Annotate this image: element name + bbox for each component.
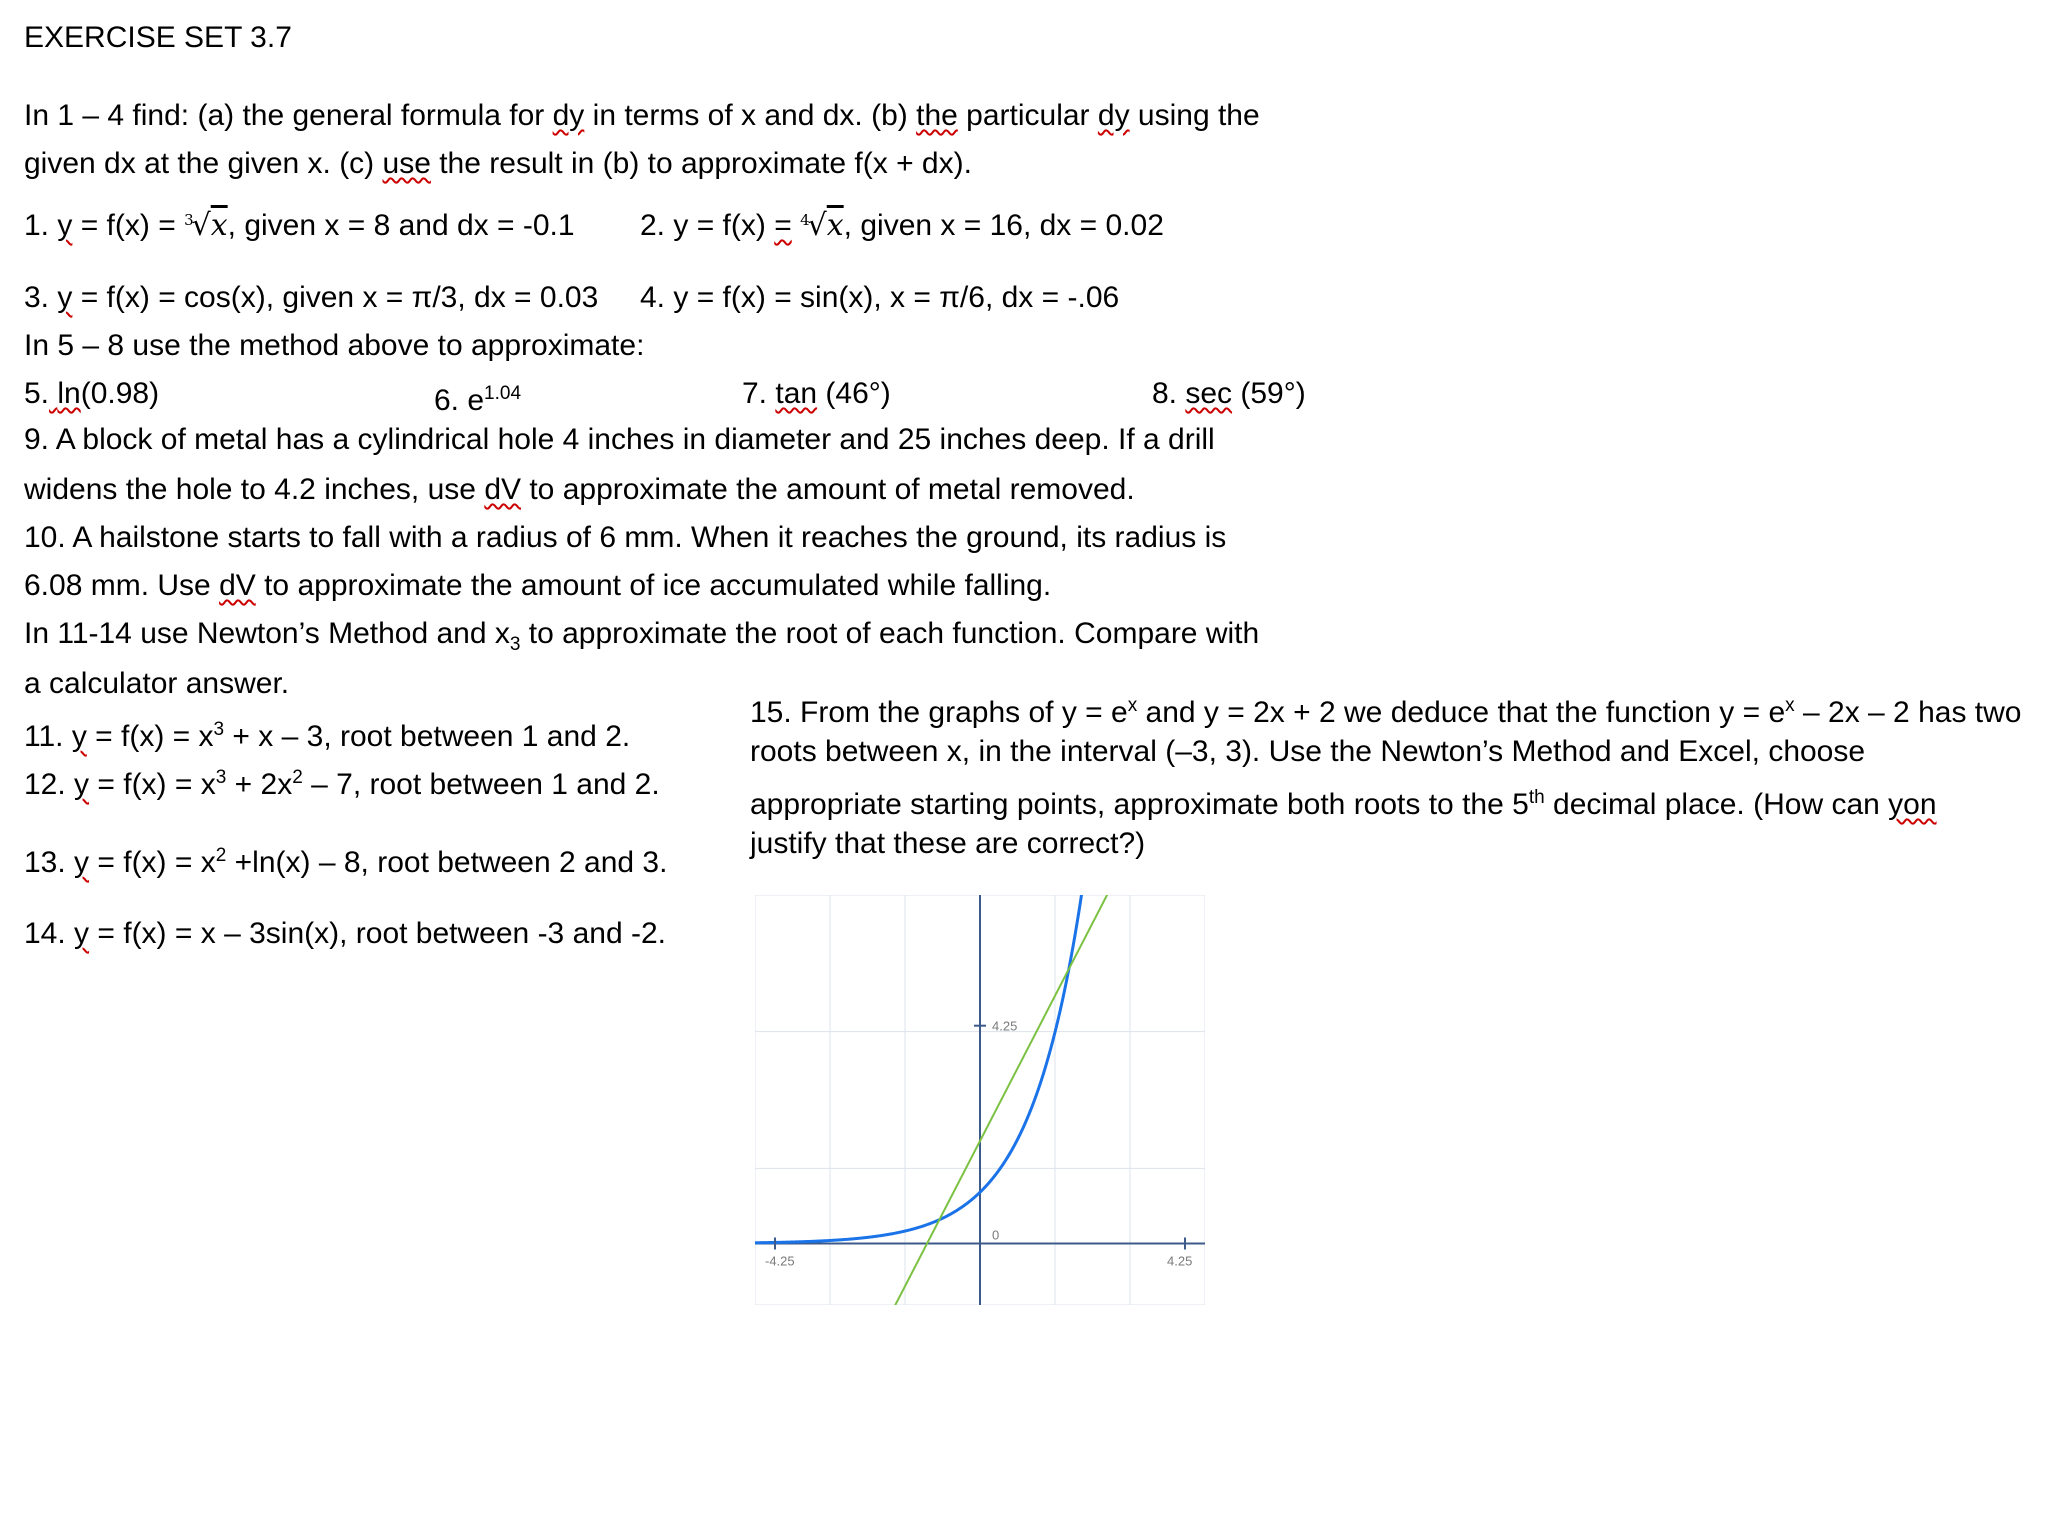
problem-12: 12. $y = f(x) = x^3 + 2x^2 - 7$, root between 1 and 2.: [24, 767, 660, 801]
problem-1: 1. y = f(x) = $^3$√x, given x = 8 and dx = -0.1: [24, 208, 575, 243]
problem-2: 2. y = f(x) = $^4$√x, given x = 16, dx = 0.02: [640, 208, 1164, 243]
problem-11: 11. $y = f(x) = x^3 + x - 3$, root between 1 and 2.: [24, 719, 631, 753]
problem-4: 4. y = f(x) = sin(x), x = π/6, dx = -.06: [640, 281, 1120, 314]
intro-line-1: In 1 – 4 find: (a) the general formula for dy in terms of x and dx. (b) the particular dy using the: [24, 99, 1260, 132]
exponential-curve: [755, 895, 1085, 1243]
intro-line-3: In 5 – 8 use the method above to approximate:: [24, 329, 645, 362]
origin-label: 0: [992, 1227, 1000, 1243]
problem-9-line-1: 9. A block of metal has a cylindrical hole 4 inches in diameter and 25 inches deep. If a drill: [24, 423, 1215, 456]
problem-10-line-1: 10. A hailstone starts to fall with a radius of 6 mm. When it reaches the ground, its radius is: [24, 521, 1227, 554]
problem-7: 7. tan (46°): [742, 377, 891, 410]
x-tick-label-neg-4-25: -4.25: [765, 1253, 795, 1269]
problem-9-line-2: widens the hole to 4.2 inches, use dV to approximate the amount of metal removed.: [24, 473, 1135, 506]
x-tick-label-4-25: 4.25: [1167, 1253, 1193, 1269]
problem-15-line-3: appropriate starting points, approximate both roots to the 5th decimal place. (How can yon: [750, 787, 1937, 821]
problem-15-line-2: roots between x, in the interval (–3, 3). Use the Newton’s Method and Excel, choose: [750, 735, 1866, 768]
intro-line-4b: a calculator answer.: [24, 667, 290, 700]
y-tick-label-4-25: 4.25: [992, 1018, 1018, 1034]
intro-line-4: In 11-14 use Newton’s Method and $x_3$ to approximate the root of each function. Compare with: [24, 617, 1260, 655]
problem-8: 8. sec (59°): [1152, 377, 1306, 410]
problem-10-line-2: 6.08 mm. Use dV to approximate the amount of ice accumulated while falling.: [24, 569, 1052, 602]
function-graph: [755, 895, 1205, 1305]
problem-13: 13. $y = f(x) = x^2 +\ln(x) - 8$, root between 2 and 3.: [24, 845, 668, 879]
problem-15-line-1: 15. From the graphs of $y = e^x$ and y = 2x + 2 we deduce that the function $y = e^x - 2x - 2$ has two: [750, 695, 2022, 729]
problem-6: 6. $e^{1.04}$: [434, 383, 522, 417]
page-title: EXERCISE SET 3.7: [24, 21, 292, 54]
problem-15-line-4: justify that these are correct?): [750, 827, 1146, 860]
intro-line-2: given dx at the given x. (c) use the result in (b) to approximate f(x + dx).: [24, 147, 972, 180]
problem-14: 14. y = f(x) = x – 3sin(x), root between -3 and -2.: [24, 917, 666, 950]
problem-3: 3. y = f(x) = cos(x), given x = π/3, dx = 0.03: [24, 281, 599, 314]
problem-5: 5. ln(0.98): [24, 377, 160, 410]
